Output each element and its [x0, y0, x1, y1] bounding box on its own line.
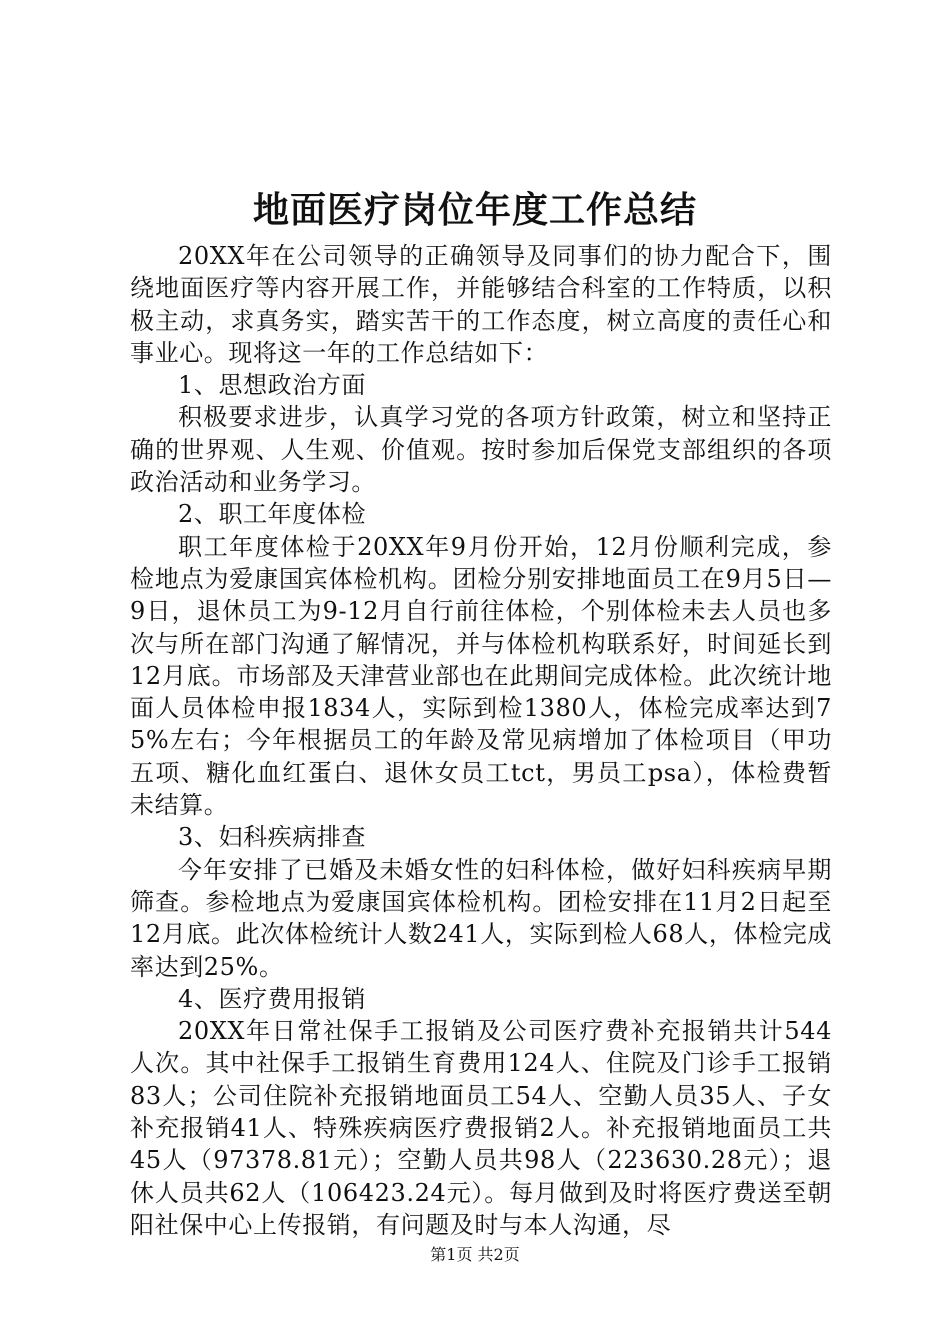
- document-body: [130, 240, 832, 1241]
- section-heading-4: 4、医疗费用报销: [178, 984, 367, 1013]
- page-number-footer: 第1页 共2页: [430, 1245, 520, 1264]
- document-title: 地面医疗岗位年度工作总结: [252, 189, 697, 231]
- intro-paragraph: 20XX年在公司领导的正确领导及同事们的协力配合下，围绕地面医疗等内容开展工作，并能够结合科室的工作特质，以积极主动，求真务实，踏实苦干的工作态度，树立高度的责任心和事业心。现将这一年的工作总结如下：: [130, 242, 832, 367]
- section-body-3: 今年安排了已婚及未婚女性的妇科体检，做好妇科疾病早期筛查。参检地点为爱康国宾体检机构。团检安排在11月2日起至12月底。此次体检统计人数241人，实际到检人68人，体检完成率达到25%。: [130, 855, 832, 981]
- section-heading-2: 2、职工年度体检: [178, 500, 367, 529]
- section-heading-3: 3、妇科疾病排查: [178, 823, 367, 852]
- section-body-2: 职工年度体检于20XX年9月份开始，12月份顺利完成，参检地点为爱康国宾体检机构。团检分别安排地面员工在9月5日—9日，退休员工为9-12月自行前往体检，个别体检未去人员也多次与所在部门沟通了解情况，并与体检机构联系好，时间延长到12月底。市场部及天津营业部也在此期间完成体检。此次统计地面人员体检申报1834人，实际到检1380人，体检完成率达到75%左右；今年根据员工的年龄及常见病增加了体检项目（甲功五项、糖化血红蛋白、退休女员工tct，男员工psa），体检费暂未结算。: [130, 532, 832, 820]
- section-body-4: 20XX年日常社保手工报销及公司医疗费补充报销共计544人次。其中社保手工报销生育费用124人、住院及门诊手工报销83人；公司住院补充报销地面员工54人、空勤人员35人、子女补充报销41人、特殊疾病医疗费报销2人。补充报销地面员工共45人（97378.81元）；空勤人员共98人（223630.28元）；退休人员共62人（106423.24元）。每月做到及时将医疗费送至朝阳社保中心上传报销，有问题及时与本人沟通，尽: [130, 1017, 832, 1239]
- section-heading-1: 1、思想政治方面: [178, 371, 367, 400]
- section-body-1: 积极要求进步，认真学习党的各项方针政策，树立和坚持正确的世界观、人生观、价值观。按时参加后保党支部组织的各项政治活动和业务学习。: [130, 403, 832, 497]
